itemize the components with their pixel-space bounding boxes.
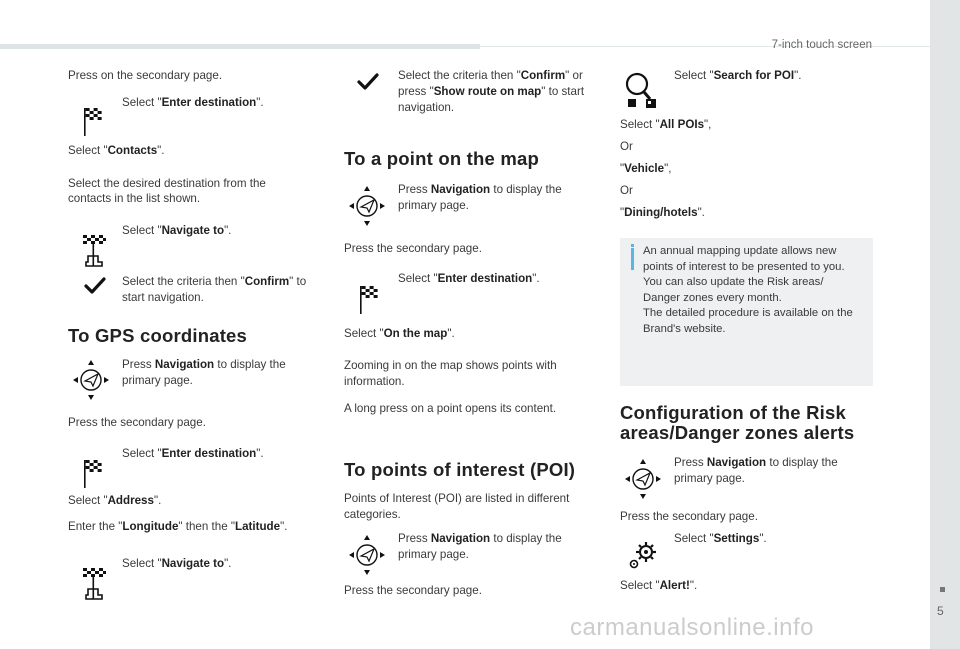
instruction-text: categories. [344, 508, 401, 521]
instruction-text: Select "Navigate to". [122, 557, 232, 570]
instruction-text: Select "Enter destination". [398, 272, 540, 285]
instruction-text: "Vehicle", [620, 162, 672, 175]
instruction-text: contacts in the list shown. [68, 192, 201, 205]
checkmark-icon [357, 73, 379, 91]
checkered-flag-icon [82, 104, 104, 138]
search-poi-icon [624, 71, 660, 109]
instruction-text: Select "Alert!". [620, 579, 698, 592]
section-heading: To GPS coordinates [68, 325, 248, 346]
instruction-text: primary page. [398, 548, 469, 561]
instruction-text: Select "On the map". [344, 327, 455, 340]
instruction-text: Select the criteria then "Confirm" or [398, 69, 583, 82]
instruction-text: Select the criteria then "Confirm" to [122, 275, 307, 288]
instruction-text: Select "Settings". [674, 532, 767, 545]
instruction-text: Press the secondary page. [344, 584, 482, 597]
checkmark-icon [84, 277, 106, 295]
info-icon [631, 244, 634, 247]
instruction-text: Select "All POIs", [620, 118, 712, 131]
instruction-text: primary page. [674, 472, 745, 485]
instruction-text: Press the secondary page. [68, 416, 206, 429]
section-heading: To a point on the map [344, 148, 540, 169]
instruction-text: Select the desired destination from the [68, 177, 266, 190]
instruction-text: Or [620, 140, 633, 153]
settings-gears-icon [628, 540, 658, 570]
navigation-compass-icon [624, 458, 662, 500]
info-icon [631, 248, 634, 270]
instruction-text: "Dining/hotels". [620, 206, 705, 219]
instruction-text: Press Navigation to display the [674, 456, 838, 469]
checkered-flag-icon [358, 282, 380, 316]
page-edge-tab [930, 0, 960, 649]
instruction-text: start navigation. [122, 291, 204, 304]
page-header-title: 7-inch touch screen [771, 39, 872, 51]
section-marker [940, 587, 945, 592]
checkered-finish-icon [80, 565, 108, 601]
info-text: An annual mapping update allows new points of interest to be presented to you. You can also update the Risk areas/ Danger zones every month. The detailed procedure is available on the Brand's website. [643, 245, 853, 335]
section-heading: Configuration of the Risk [620, 402, 846, 423]
instruction-text: Select "Contacts". [68, 144, 165, 157]
instruction-text: Enter the "Longitude" then the "Latitude". [68, 520, 288, 533]
navigation-compass-icon [348, 185, 386, 227]
page-number: 5 [937, 604, 944, 618]
instruction-text: press "Show route on map" to start [398, 85, 585, 98]
instruction-text: Select "Navigate to". [122, 224, 232, 237]
instruction-text: primary page. [122, 374, 193, 387]
instruction-text: Select "Enter destination". [122, 96, 264, 109]
instruction-text: Zooming in on the map shows points with [344, 359, 557, 372]
instruction-text: Select "Enter destination". [122, 447, 264, 460]
checkered-flag-icon [82, 456, 104, 490]
instruction-text: A long press on a point opens its content. [344, 402, 557, 415]
section-heading: areas/Danger zones alerts [620, 422, 855, 443]
instruction-text: Points of Interest (POI) are listed in different [344, 492, 570, 505]
instruction-text: Or [620, 184, 633, 197]
navigation-compass-icon [72, 359, 110, 401]
footer-watermark: carmanualsonline.info [570, 614, 814, 641]
instruction-text: Press on the secondary page. [68, 69, 223, 82]
section-heading: To points of interest (POI) [344, 459, 576, 480]
instruction-text: Press Navigation to display the [398, 183, 562, 196]
instruction-text: Select "Search for POI". [674, 69, 802, 82]
instruction-text: Press Navigation to display the [398, 532, 562, 545]
instruction-text: Press the secondary page. [344, 242, 482, 255]
instruction-text: navigation. [398, 101, 455, 114]
instruction-text: Select "Address". [68, 494, 162, 507]
top-accent-bar [0, 44, 480, 49]
checkered-finish-icon [80, 232, 108, 268]
instruction-text: Press Navigation to display the [122, 358, 286, 371]
instruction-text: Press the secondary page. [620, 510, 758, 523]
instruction-text: information. [344, 375, 405, 388]
navigation-compass-icon [348, 534, 386, 576]
instruction-text: primary page. [398, 199, 469, 212]
